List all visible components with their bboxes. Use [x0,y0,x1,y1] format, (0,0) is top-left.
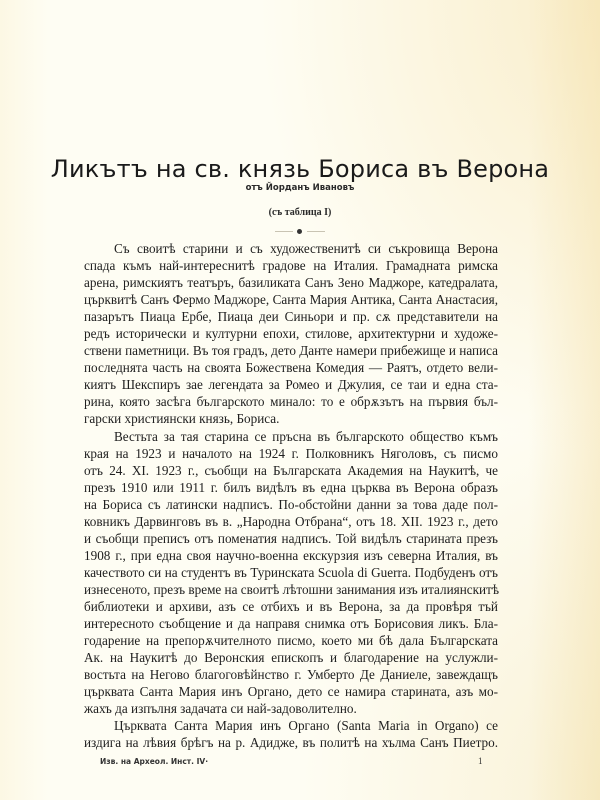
text-line: и съобщи преписъ отъ поменатия надписъ. Той видѣлъ старината презъ [84,530,498,546]
text-line: изнесеното, презъ време на своитѣ лѣтошни занимания изъ италиянскитѣ [84,581,499,597]
divider-dot-icon [297,229,302,234]
divider-rule-left [275,231,293,232]
text-line: годарение на препорѫчителното писмо, което ми бѣ дала Българската [84,633,498,649]
text-line: арена, римскиятъ театъръ, базиликата Санъ Зено Маджоре, катедралата, [84,275,498,291]
text-line: последнята часть на своята Божествена Комедия — Раятъ, отдето вели- [84,360,498,376]
text-line: края на 1923 и началото на 1924 г. Полковникъ Няголовъ, съ писмо [84,445,498,461]
text-line: гарски християнски князь, Бориса. [84,411,280,427]
text-line: Съ своитѣ старини и съ художественитѣ си съкровища Верона [114,241,498,256]
article-body [84,240,498,751]
text-line: редъ исторически и културни епохи, стилове, архитектурни и художе- [84,326,498,342]
text-line: презъ 1910 или 1911 г. билъ видѣлъ въ една църква въ Верона образъ [84,479,498,495]
text-line: църквата Санта Мария инъ Органо, дето се намира старината, азъ мо- [84,684,498,700]
text-line: Църквата Санта Мария инъ Органо (Santa Maria in Organo) се [114,718,498,734]
text-line: спада къмъ най-интереснитѣ градове на Италия. Грамадната римска [84,258,498,274]
plate-note: (съ таблица I) [268,207,332,218]
divider-rule-right [307,231,325,232]
text-line: ствени паметници. Въ тоя градъ, дето Данте намери прибежище и написа [84,343,498,359]
page-number: 1 [478,756,483,766]
text-line: Вестьта за тая старина се пръсна въ българското общество къмъ [114,428,498,444]
text-line: жахъ да изпълня задачата си най-задоволително. [84,701,357,717]
text-line: киятъ Шекспиръ зае легендата за Ромео и Джулия, се таи и една ста- [84,377,498,393]
text-line: востьта на Негово благоговѣйнство г. Умберто Де Даниеле, завеждащъ [84,667,498,683]
fleuron-divider-icon [275,229,325,235]
text-line: пазарътъ Пиаца Ербе, Пиаца деи Синьори и пр. сѫ представители на [84,309,498,325]
text-line: качеството си на студентъ въ Туринската Scuola di Guerra. Подбуденъ отъ [84,564,498,580]
text-line: издига на лѣвия брѣгъ на р. Адидже, въ политѣ на хълма Санъ Пиетро. [84,735,498,751]
text-line: отъ 24. XI. 1923 г., съобщи на Българската Академия на Наукитѣ, че [84,462,498,478]
text-line: рина, която засѣга българското минало: то е обрѫзътъ на първия бъл- [84,394,498,410]
text-line: ковникъ Дарвинговъ въ в. „Народна Отбрана“, отъ 18. XII. 1923 г., дето [84,513,498,529]
article-author: отъ Йорданъ Ивановъ [245,183,355,193]
text-line: 1908 г., при една своя научно-военна екскурзия изъ северна Италия, въ [84,547,498,563]
text-line: Ак. на Наукитѣ до Веронския епископъ и благодарение на услужли- [84,650,498,666]
text-line: библиотеки и архиви, азъ се отбихъ и въ Верона, за да провѣря тъй [84,598,498,614]
text-line: църквитѣ Санъ Фермо Маджоре, Санта Мария Антика, Санта Анастасия, [84,292,498,308]
text-line: интересното съобщение и да направя снимка отъ Борисовия ликъ. Бла- [84,616,498,632]
article-title: Ликътъ на св. князь Бориса въ Верона [50,155,550,183]
text-line: на Бориса съ латински надписъ. По-обстойни данни за това даде пол- [84,496,498,512]
journal-footer: Изв. на Археол. Инст. IV· [100,757,209,766]
